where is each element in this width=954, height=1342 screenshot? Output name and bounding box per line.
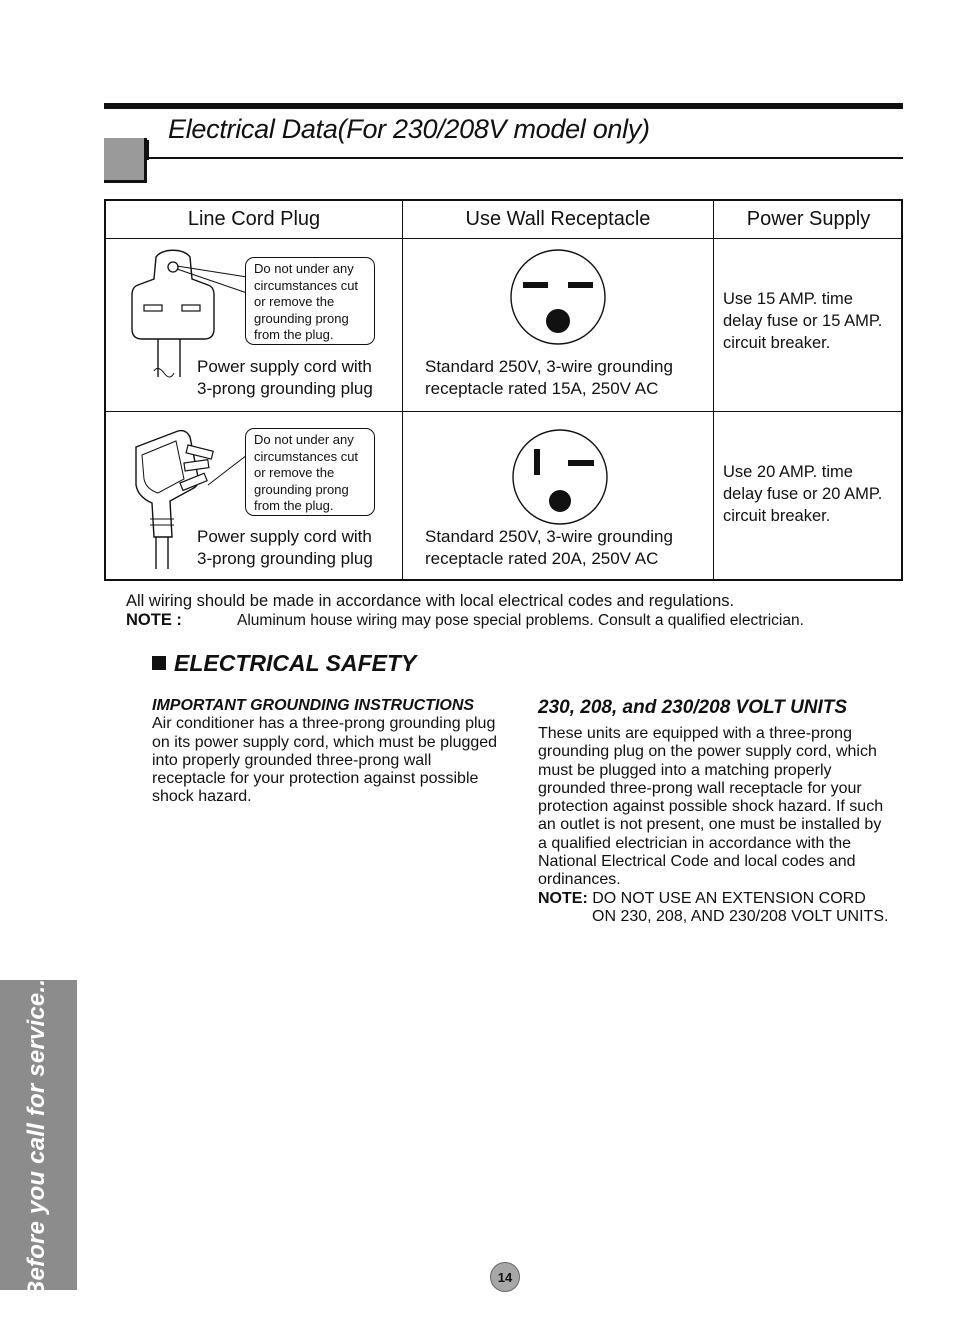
- body-line: ordinances.: [538, 871, 621, 889]
- power-supply-text: [723, 461, 882, 527]
- grounding-warning-callout: [245, 257, 375, 345]
- body-line: shock hazard.: [152, 788, 252, 806]
- page-title: Electrical Data(For 230/208V model only): [168, 114, 650, 144]
- page-number-badge: 14: [490, 1262, 520, 1292]
- column-header-line-cord-plug: Line Cord Plug: [187, 208, 321, 230]
- side-tab-label: Before you call for service...: [23, 971, 50, 1299]
- header-top-rule: [104, 103, 903, 109]
- supply-line: delay fuse or 15 AMP.: [723, 312, 883, 330]
- column-header-power-supply: Power Supply: [746, 208, 871, 230]
- caption-line: Standard 250V, 3-wire grounding: [425, 527, 673, 546]
- caption-line: Standard 250V, 3-wire grounding: [425, 357, 673, 376]
- callout-line: circumstances cut: [254, 277, 359, 293]
- electrical-safety-heading: [152, 650, 416, 677]
- supply-line: circuit breaker.: [723, 334, 831, 352]
- column-header-wall-receptacle: Use Wall Receptacle: [465, 208, 651, 230]
- caption-line: 3-prong grounding plug: [197, 549, 373, 568]
- callout-line: from the plug.: [254, 498, 334, 513]
- callout-line: grounding prong: [254, 481, 349, 497]
- volt-units-heading: 230, 208, and 230/208 VOLT UNITS: [538, 697, 848, 718]
- callout-line: or remove the: [254, 465, 335, 480]
- column-divider: [402, 201, 403, 579]
- note-line: ON 230, 208, AND 230/208 VOLT UNITS.: [592, 907, 889, 925]
- grounding-instructions-column: [152, 697, 522, 807]
- caption-line: 3-prong grounding plug: [197, 379, 373, 398]
- note-line: DO NOT USE AN EXTENSION CORD: [592, 889, 866, 907]
- section-marker-block: [104, 138, 147, 183]
- note-label: NOTE:: [538, 889, 588, 907]
- receptacle-caption: [425, 356, 673, 400]
- body-line: on its power supply cord, which must be plugged: [152, 733, 498, 751]
- body-line: Air conditioner has a three-prong grounding plug: [152, 715, 496, 733]
- heading-text: ELECTRICAL SAFETY: [174, 650, 417, 676]
- volt-units-column: [538, 725, 908, 926]
- title-underline: [146, 157, 903, 159]
- body-line: grounded three-prong wall receptacle for your: [538, 779, 862, 797]
- body-line: into properly grounded three-prong wall: [152, 751, 432, 769]
- caption-line: Power supply cord with: [197, 357, 372, 376]
- body-line: receptacle for your protection against possible: [152, 770, 479, 788]
- caption-line: receptacle rated 15A, 250V AC: [425, 379, 659, 398]
- receptacle-15a-icon: [510, 249, 606, 345]
- row-divider: [106, 411, 901, 412]
- receptacle-20a-icon: [512, 429, 608, 525]
- header-row-divider: [106, 238, 901, 239]
- plug-caption: [197, 356, 373, 400]
- callout-line: from the plug.: [254, 327, 334, 342]
- column-divider: [713, 201, 714, 579]
- body-line: must be plugged into a matching properly: [538, 761, 832, 779]
- grounding-instructions-heading: IMPORTANT GROUNDING INSTRUCTIONS: [152, 697, 475, 714]
- power-supply-text: [723, 288, 882, 354]
- plug-caption: [197, 526, 373, 570]
- supply-line: Use 20 AMP. time: [723, 463, 853, 481]
- callout-line: circumstances cut: [254, 448, 359, 464]
- wiring-note-text: All wiring should be made in accordance with local electrical codes and regulations.: [126, 592, 735, 610]
- body-line: grounding plug on the power supply cord, which: [538, 743, 877, 761]
- electrical-data-table: [104, 199, 903, 581]
- note-text: Aluminum house wiring may pose special problems. Consult a qualified electrician.: [237, 612, 804, 629]
- body-line: National Electrical Code and local codes and: [538, 853, 856, 871]
- body-line: an outlet is not present, one must be installed by: [538, 816, 882, 834]
- body-line: protection against possible shock hazard. If such: [538, 798, 884, 816]
- caption-line: Power supply cord with: [197, 527, 372, 546]
- supply-line: Use 15 AMP. time: [723, 290, 853, 308]
- grounding-warning-callout: [245, 428, 375, 516]
- callout-line: grounding prong: [254, 310, 349, 326]
- body-line: These units are equipped with a three-prong: [538, 725, 852, 742]
- caption-line: receptacle rated 20A, 250V AC: [425, 549, 659, 568]
- note-label: NOTE :: [126, 611, 182, 629]
- callout-line: Do not under any: [254, 432, 354, 447]
- extension-cord-note: [538, 890, 908, 908]
- supply-line: circuit breaker.: [723, 507, 831, 525]
- callout-line: Do not under any: [254, 261, 354, 276]
- receptacle-caption: [425, 526, 673, 570]
- callout-line: or remove the: [254, 294, 335, 309]
- body-line: a qualified electrician in accordance with the: [538, 834, 852, 852]
- supply-line: delay fuse or 20 AMP.: [723, 485, 883, 503]
- bullet-square-icon: [152, 656, 166, 670]
